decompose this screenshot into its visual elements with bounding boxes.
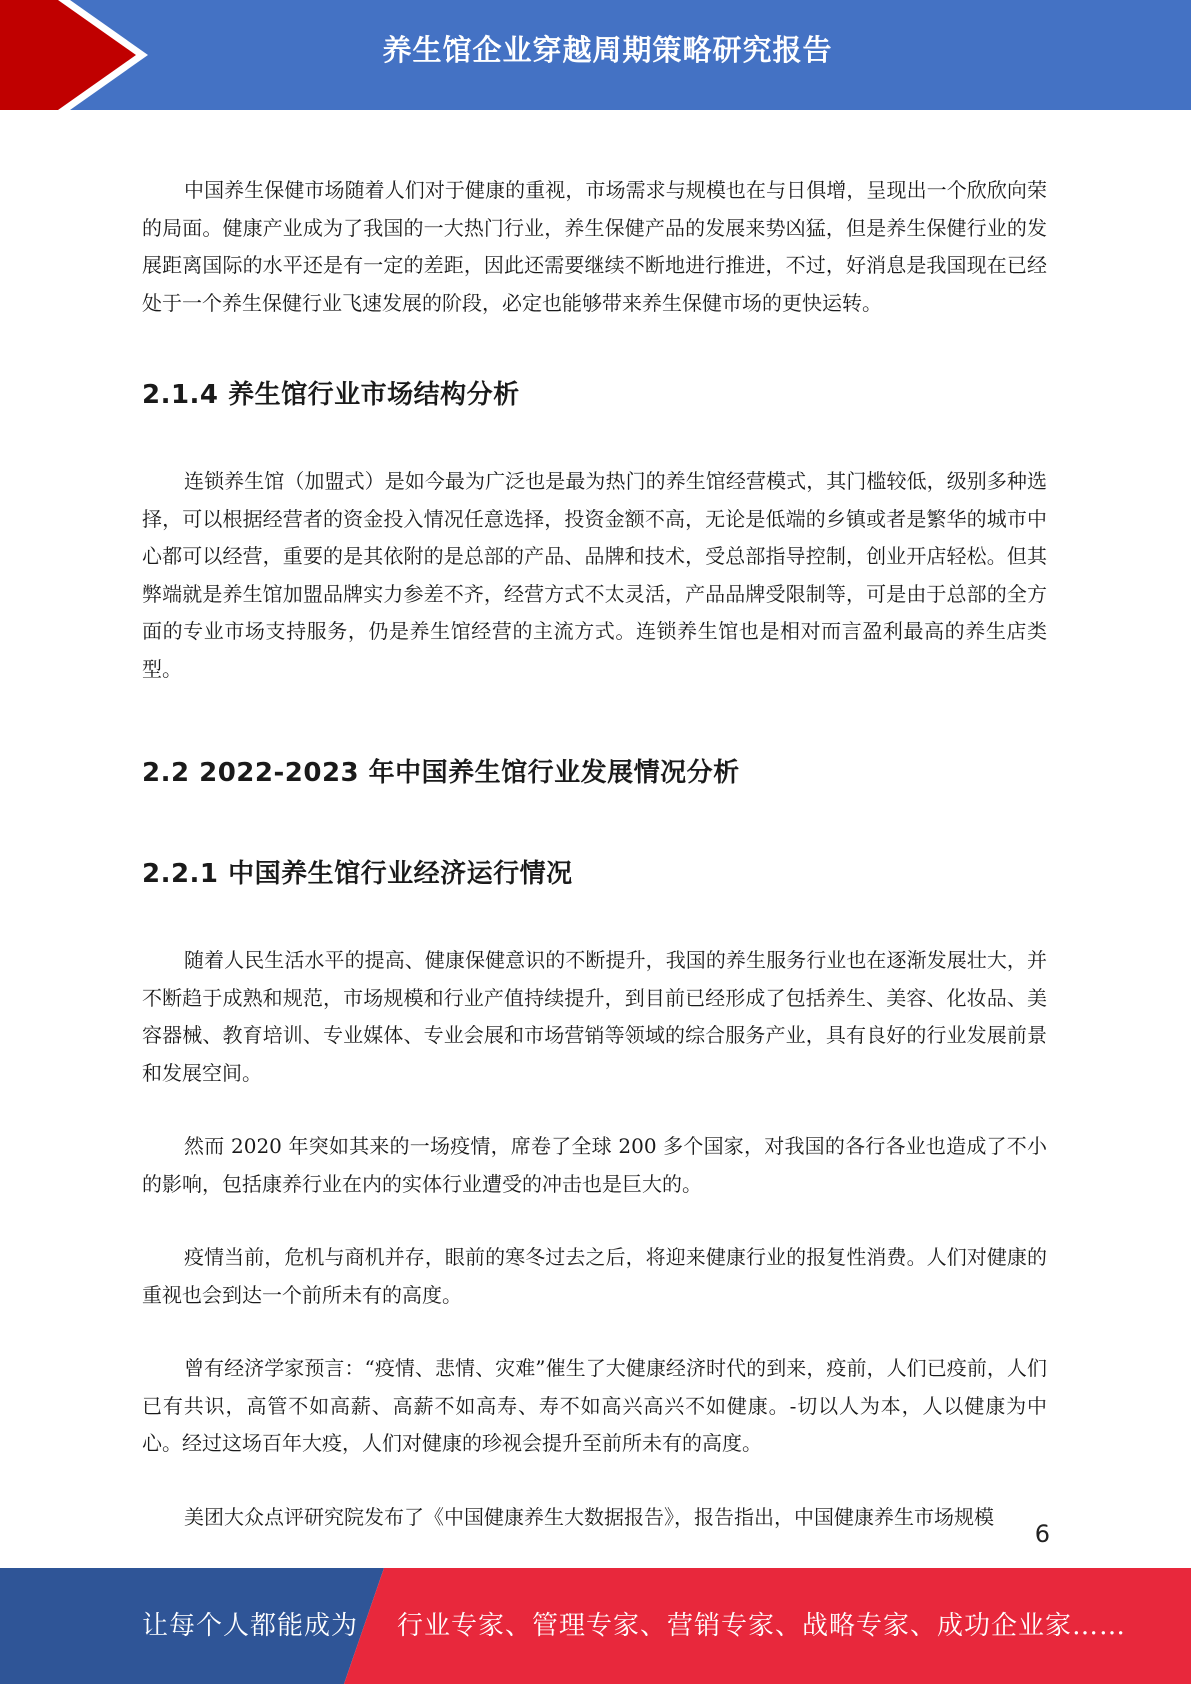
heading-2-1-4: 2.1.4 养生馆行业市场结构分析 xyxy=(142,380,520,410)
header-title: 养生馆企业穿越周期策略研究报告 xyxy=(382,33,833,67)
paragraph-economist-forecast: 曾有经济学家预言：“疫情、悲情、灾难”催生了大健康经济时代的到来，疫前，人们已疫前，人们已有共识，高管不如高薪、高薪不如高寿、寿不如高兴高兴不如健康。-切以人为本，人以健康为中心。经过这场百年大疫，人们对健康的珍视会提升至前所未有的高度。 xyxy=(142,1356,1047,1455)
paragraph-meituan-report: 美团大众点评研究院发布了《中国健康养生大数据报告》，报告指出，中国健康养生市场规模 xyxy=(184,1504,994,1529)
heading-2-2-1: 2.2.1 中国养生馆行业经济运行情况 xyxy=(142,859,573,889)
paragraph-chain-stores: 连锁养生馆（加盟式）是如今最为广泛也是最为热门的养生馆经营模式，其门槛较低，级别多种选择，可以根据经营者的资金投入情况任意选择，投资金额不高，无论是低端的乡镇或者是繁华的城市中心都可以经营，重要的是其依附的是总部的产品、品牌和技术，受总部指导控制，创业开店轻松。但其弊端就是养生馆加盟品牌实力参差不齐，经营方式不太灵活，产品品牌受限制等，可是由于总部的全方面的专业市场支持服务，仍是养生馆经营的主流方式。连锁养生馆也是相对而言盈利最高的养生店类型。 xyxy=(142,469,1047,681)
paragraph-pandemic-impact: 然而 2020 年突如其来的一场疫情，席卷了全球 200 多个国家，对我国的各行各业也造成了不小的影响，包括康养行业在内的实体行业遭受的冲击也是巨大的。 xyxy=(142,1134,1047,1196)
paragraph-intro: 中国养生保健市场随着人们对于健康的重视，市场需求与规模也在与日俱增，呈现出一个欣欣向荣的局面。健康产业成为了我国的一大热门行业，养生保健产品的发展来势凶猛，但是养生保健行业的发展距离国际的水平还是有一定的差距，因此还需要继续不断地进行推进，不过，好消息是我国现在已经处于一个养生保健行业飞速发展的阶段，必定也能够带来养生保健市场的更快运转。 xyxy=(142,178,1047,315)
page-header xyxy=(0,0,1191,110)
heading-2-2: 2.2 2022-2023 年中国养生馆行业发展情况分析 xyxy=(142,758,740,788)
paragraph-opportunity: 疫情当前，危机与商机并存，眼前的寒冬过去之后，将迎来健康行业的报复性消费。人们对健康的重视也会到达一个前所未有的高度。 xyxy=(142,1245,1047,1307)
page-number: 6 xyxy=(1034,1520,1050,1548)
footer-slogan-right: 行业专家、管理专家、营销专家、战略专家、成功企业家…… xyxy=(397,1611,1127,1641)
document-body xyxy=(142,172,1047,1536)
page-footer xyxy=(0,1568,1191,1684)
footer-slogan-left: 让每个人都能成为 xyxy=(142,1611,359,1641)
paragraph-industry-growth: 随着人民生活水平的提高、健康保健意识的不断提升，我国的养生服务行业也在逐渐发展壮大，并不断趋于成熟和规范，市场规模和行业产值持续提升，到目前已经形成了包括养生、美容、化妆品、美容器械、教育培训、专业媒体、专业会展和市场营销等领域的综合服务产业，具有良好的行业发展前景和发展空间。 xyxy=(142,948,1047,1085)
